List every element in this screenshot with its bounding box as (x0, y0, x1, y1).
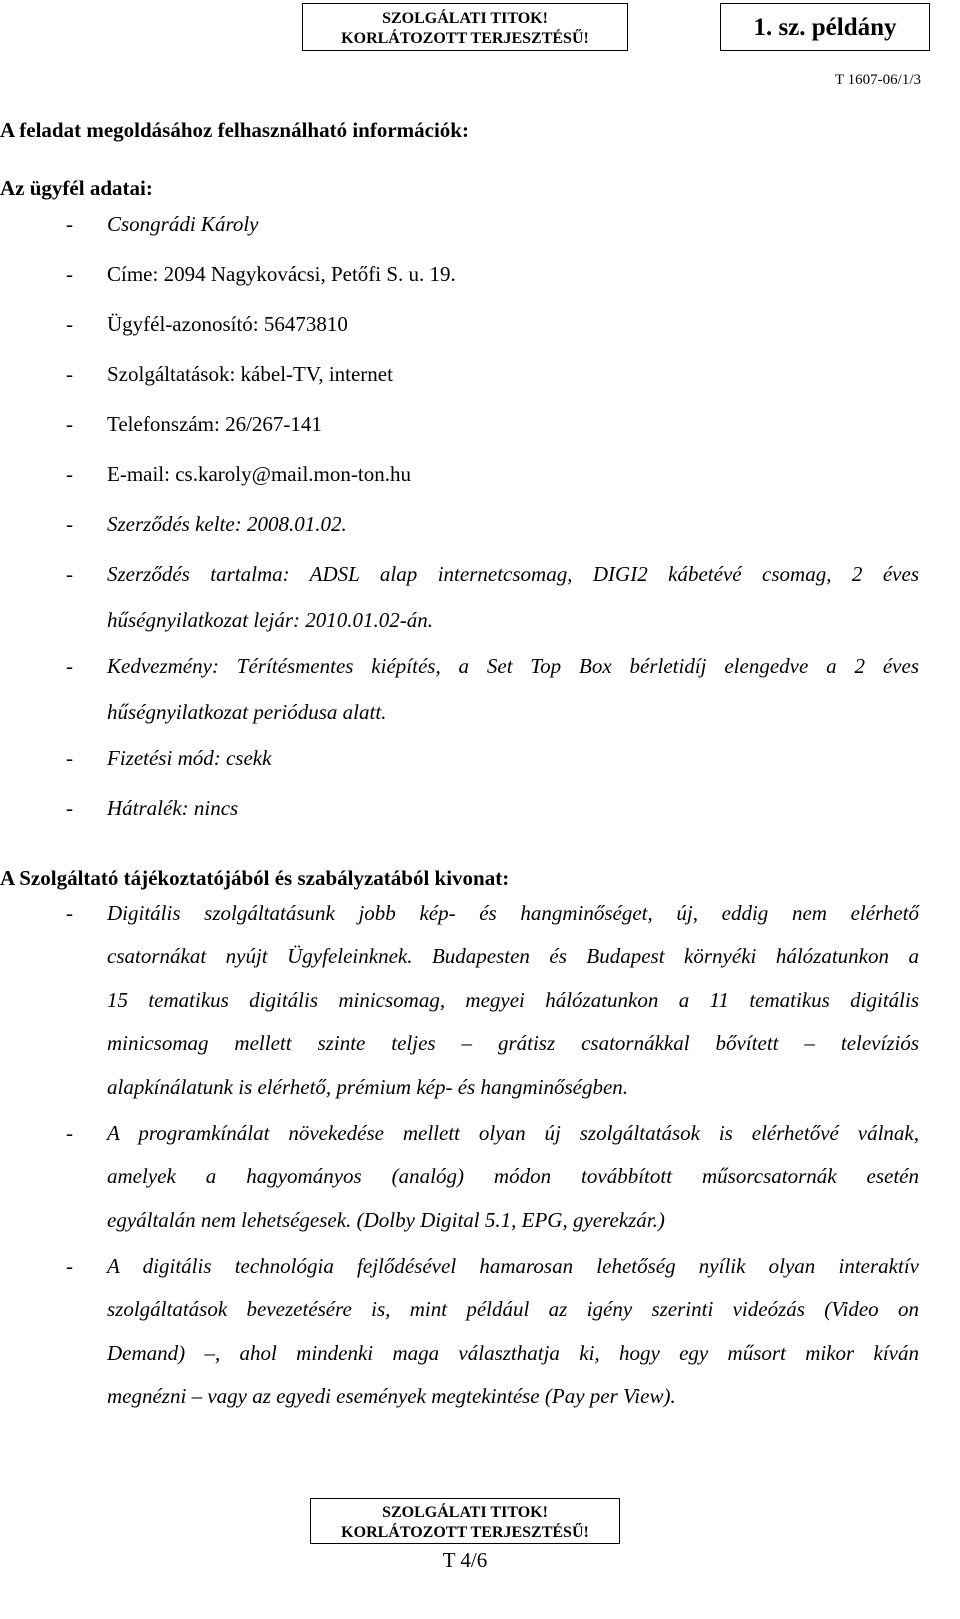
list-item-line: Címe: 2094 Nagykovácsi, Petőfi S. u. 19. (107, 262, 456, 286)
bullet-dash: - (66, 1254, 73, 1278)
list-item-line: Ügyfél-azonosító: 56473810 (107, 312, 348, 336)
footer-classification-line-2: KORLÁTOZOTT TERJESZTÉSŰ! (341, 1524, 589, 1541)
bullet-dash: - (66, 562, 73, 586)
classification-box (302, 3, 628, 51)
copy-number-box: 1. sz. példány (720, 3, 930, 51)
extract-title: A Szolgáltató tájékoztatójából és szabályzatából kivonat: (0, 866, 510, 890)
bullet-dash: - (66, 1121, 73, 1145)
list-item-line: E-mail: cs.karoly@mail.mon-ton.hu (107, 462, 411, 486)
list-item-line: A programkínálat növekedése mellett olyan új szolgáltatások is elérhetővé válnak, (107, 1121, 919, 1145)
bullet-dash: - (66, 412, 73, 436)
footer-classification-box (310, 1498, 620, 1544)
bullet-dash: - (66, 362, 73, 386)
bullet-dash: - (66, 262, 73, 286)
list-item-line: Kedvezmény: Térítésmentes kiépítés, a Set Top Box bérletidíj elengedve a 2 éves (107, 654, 919, 678)
page-number: T 4/6 (442, 1548, 488, 1572)
list-item-line: hűségnyilatkozat periódusa alatt. (107, 700, 387, 724)
bullet-dash: - (66, 462, 73, 486)
bullet-dash: - (66, 654, 73, 678)
list-item-line: csatornákat nyújt Ügyfeleinknek. Budapesten és Budapest környéki hálózatunkon a (107, 944, 919, 969)
list-item-line: megnézni – vagy az egyedi események megtekintése (Pay per View). (107, 1384, 676, 1409)
list-item-line: Csongrádi Károly (107, 212, 259, 236)
list-item-line: minicsomag mellett szinte teljes – grátisz csatornákkal bővített – televíziós (107, 1031, 919, 1056)
list-item-line: Fizetési mód: csekk (107, 746, 272, 770)
list-item-line: Szolgáltatások: kábel-TV, internet (107, 362, 393, 386)
list-item-line: amelyek a hagyományos (analóg) módon továbbított műsorcsatornák esetén (107, 1164, 919, 1189)
bullet-dash: - (66, 212, 73, 236)
footer-classification-line-1: SZOLGÁLATI TITOK! (382, 1504, 548, 1521)
section-title: A feladat megoldásához felhasználható információk: (0, 118, 469, 142)
client-data-title: Az ügyfél adatai: (0, 176, 153, 200)
list-item-line: A digitális technológia fejlődésével hamarosan lehetőség nyílik olyan interaktív (107, 1254, 919, 1278)
list-item-line: egyáltalán nem lehetségesek. (Dolby Digital 5.1, EPG, gyerekzár.) (107, 1207, 665, 1232)
list-item-line: Szerződés tartalma: ADSL alap internetcsomag, DIGI2 kábetévé csomag, 2 éves (107, 562, 919, 586)
bullet-dash: - (66, 746, 73, 770)
list-item-line: Telefonszám: 26/267-141 (107, 412, 322, 436)
bullet-dash: - (66, 796, 73, 820)
list-item-line: Digitális szolgáltatásunk jobb kép- és hangminőséget, új, eddig nem elérhető (107, 901, 919, 925)
bullet-dash: - (66, 312, 73, 336)
list-item-line: Hátralék: nincs (107, 796, 239, 820)
document-id: T 1607-06/1/3 (835, 72, 921, 88)
list-item-line: Demand) –, ahol mindenki maga választhatja ki, hogy egy műsort mikor kíván (107, 1340, 919, 1365)
classification-line-2: KORLÁTOZOTT TERJESZTÉSŰ! (341, 30, 589, 47)
list-item-line: Szerződés kelte: 2008.01.02. (107, 512, 347, 536)
classification-line-1: SZOLGÁLATI TITOK! (382, 10, 548, 27)
bullet-dash: - (66, 512, 73, 536)
list-item-line: hűségnyilatkozat lejár: 2010.01.02-án. (107, 608, 434, 632)
list-item-line: szolgáltatások bevezetésére is, mint például az igény szerinti videózás (Video on (107, 1297, 919, 1322)
list-item-line: 15 tematikus digitális minicsomag, megyei hálózatunkon a 11 tematikus digitális (107, 987, 919, 1012)
list-item-line: alapkínálatunk is elérhető, prémium kép- és hangminőségben. (107, 1074, 629, 1099)
bullet-dash: - (66, 901, 73, 925)
